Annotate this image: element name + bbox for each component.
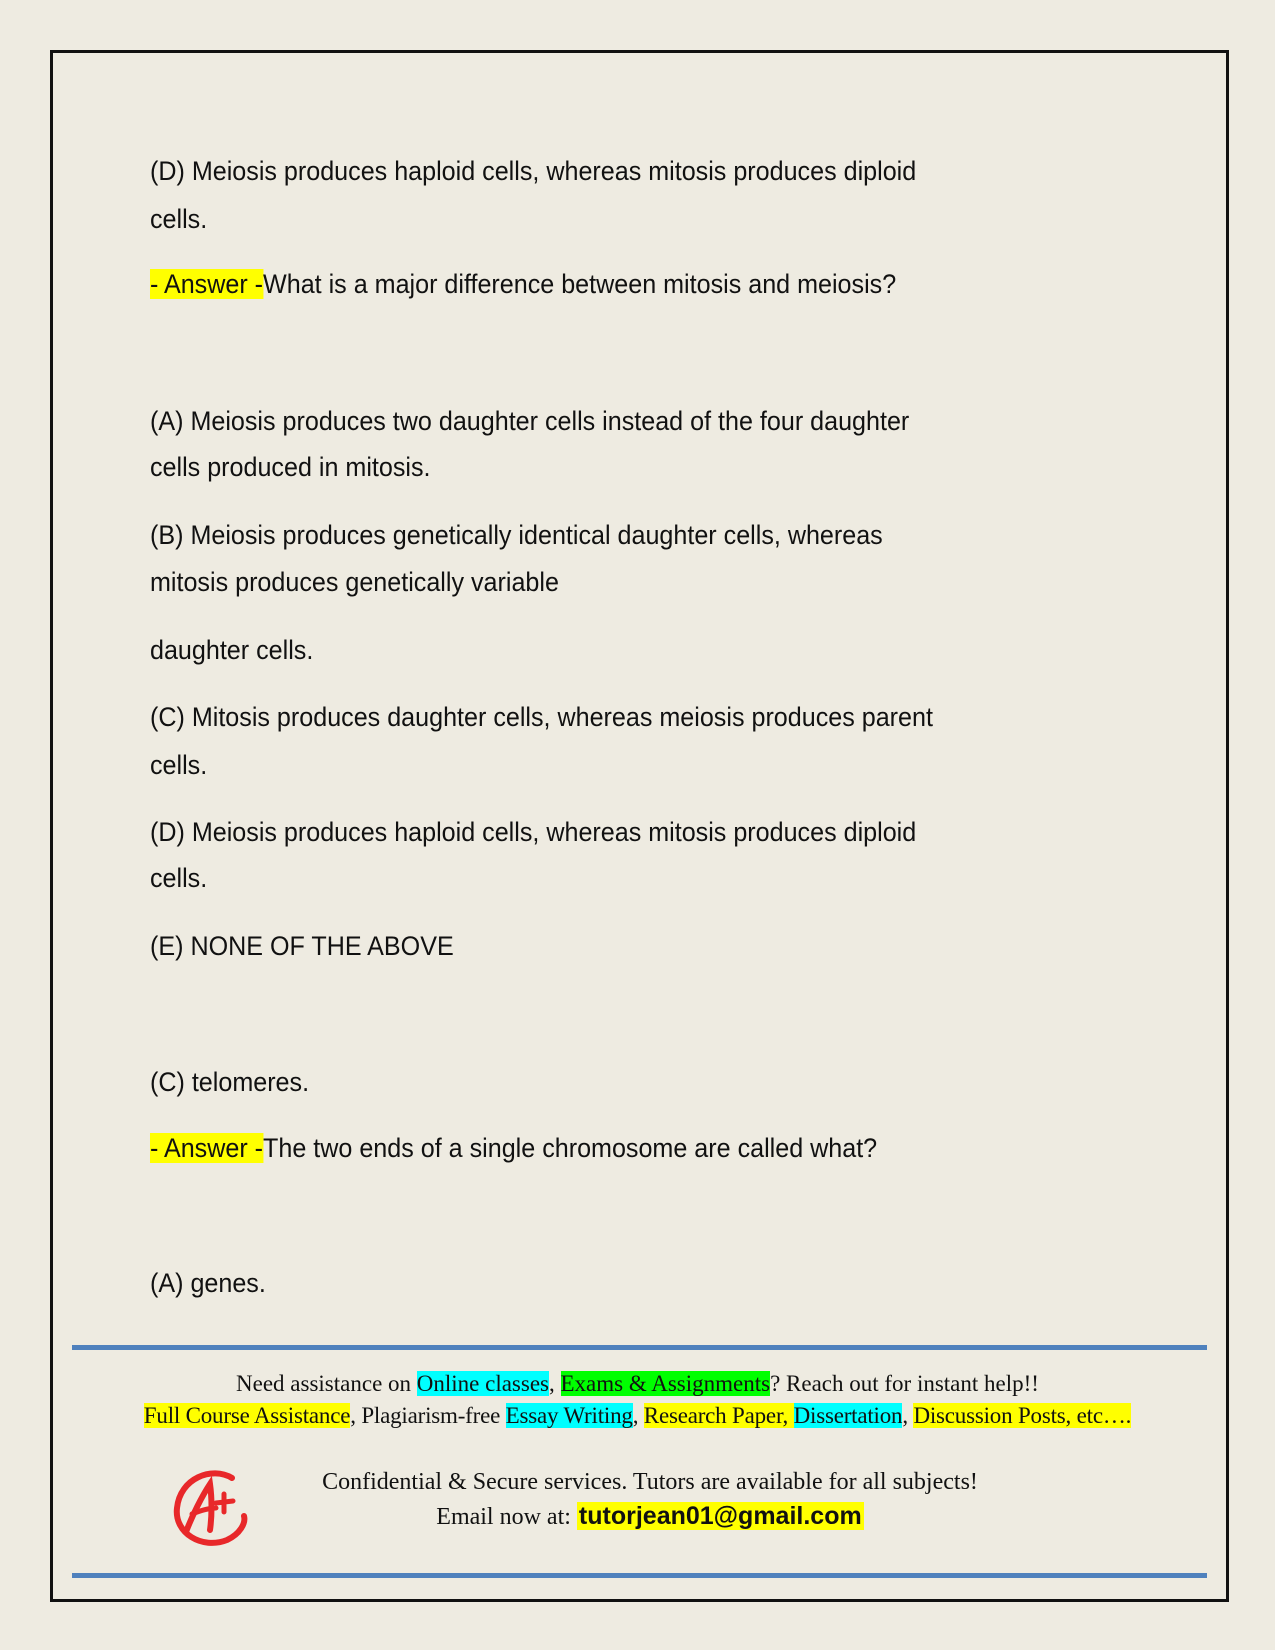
- dissertation-highlight: Dissertation: [793, 1403, 903, 1428]
- body-line: (E) NONE OF THE ABOVE: [150, 931, 454, 961]
- a-plus-logo-icon: [172, 1468, 250, 1548]
- essay-writing-highlight: Essay Writing: [505, 1403, 633, 1428]
- body-line: cells.: [150, 204, 208, 234]
- discussion-posts-highlight: Discussion Posts, etc….: [913, 1403, 1132, 1428]
- promo-text: ,: [902, 1403, 914, 1428]
- promo-text: Need assistance on: [236, 1371, 417, 1396]
- body-line: (A) Meiosis produces two daughter cells instead of the four daughter: [150, 406, 910, 436]
- promo-text: ? Reach out for instant help!!: [770, 1371, 1039, 1396]
- footer-promo-line-2: [60, 1401, 1215, 1431]
- exams-assignments-highlight: Exams & Assignments: [560, 1371, 771, 1396]
- research-paper-highlight: Research Paper,: [643, 1403, 794, 1428]
- body-line: cells.: [150, 863, 208, 893]
- body-line: (D) Meiosis produces haploid cells, whereas mitosis produces diploid: [150, 156, 917, 186]
- body-line: (B) Meiosis produces genetically identical daughter cells, whereas: [150, 520, 883, 550]
- answer-label: - Answer -: [150, 269, 264, 299]
- answer-label: - Answer -: [150, 1133, 264, 1163]
- question-text: What is a major difference between mitosis and meiosis?: [263, 269, 897, 299]
- body-line: (C) Mitosis produces daughter cells, whereas meiosis produces parent: [150, 702, 933, 732]
- body-line: daughter cells.: [150, 635, 314, 665]
- footer-email-line: [250, 1501, 1050, 1532]
- footer-top-rule: [72, 1345, 1207, 1350]
- email-link[interactable]: tutorjean01@gmail.com: [578, 1502, 862, 1530]
- footer-promo-line-1: [60, 1369, 1215, 1399]
- body-line: (C) telomeres.: [150, 1067, 310, 1097]
- email-label: Email now at:: [436, 1504, 577, 1530]
- promo-text: ,: [549, 1371, 561, 1396]
- promo-text: , Plagiarism-free: [350, 1403, 506, 1428]
- body-line: (A) genes.: [150, 1268, 266, 1298]
- body-line: cells produced in mitosis.: [150, 452, 431, 482]
- body-line: cells.: [150, 750, 208, 780]
- answer-line: [150, 264, 896, 304]
- body-line: (D) Meiosis produces haploid cells, whereas mitosis produces diploid: [150, 817, 917, 847]
- full-course-highlight: Full Course Assistance: [143, 1403, 351, 1428]
- answer-line: [150, 1128, 877, 1168]
- online-classes-highlight: Online classes: [416, 1371, 549, 1396]
- footer-confidential-line: Confidential & Secure services. Tutors are available for all subjects!: [322, 1469, 978, 1495]
- footer-bottom-rule: [72, 1573, 1207, 1578]
- question-text: The two ends of a single chromosome are called what?: [263, 1133, 878, 1163]
- promo-text: ,: [632, 1403, 644, 1428]
- body-line: mitosis produces genetically variable: [150, 567, 559, 597]
